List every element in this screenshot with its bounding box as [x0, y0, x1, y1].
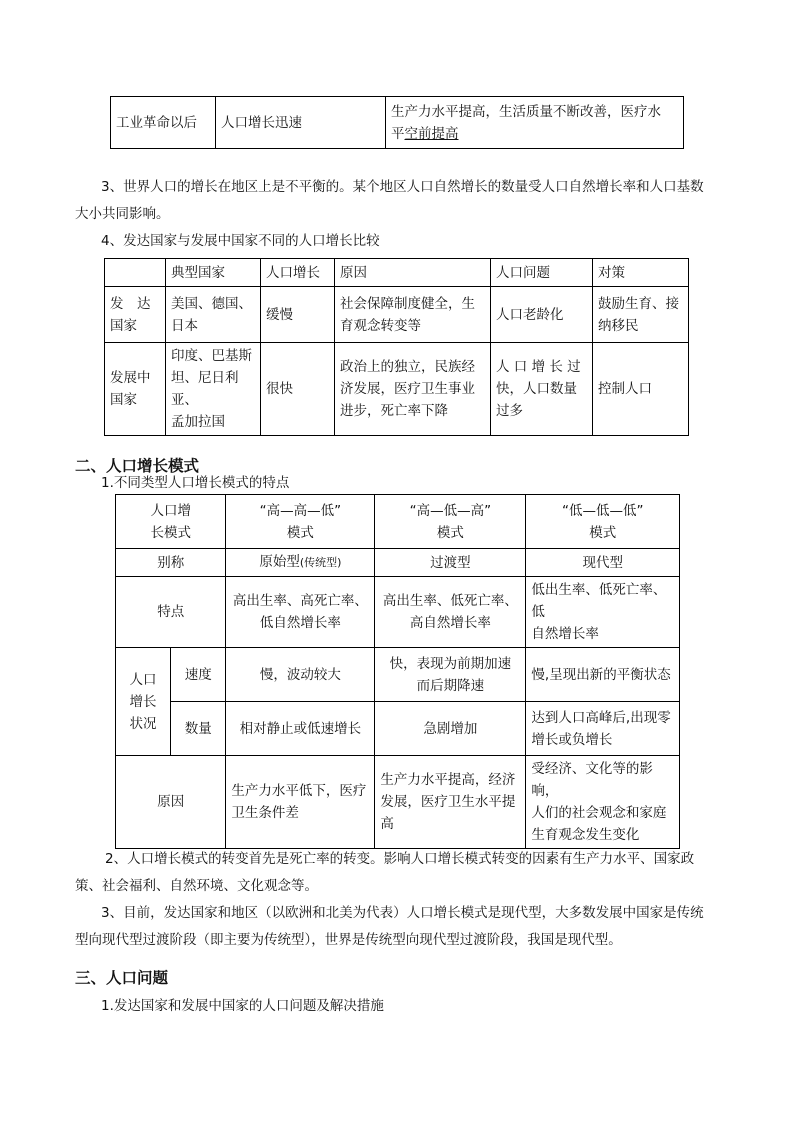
table0-reason — [386, 97, 684, 149]
t2-h-model: 人口增 长模式 — [116, 495, 226, 549]
t2-cause-1: 生产力水平低下，医疗 卫生条件差 — [226, 756, 375, 849]
t2-qty-3: 达到人口高峰后,出现零 增长或负增长 — [526, 702, 680, 756]
t2-qty-label: 数量 — [171, 702, 226, 756]
t1-r2c1: 印度、巴基斯 坦、尼日利亚、 孟加拉国 — [166, 343, 261, 436]
table0-growth: 人口增长迅速 — [216, 97, 386, 149]
t2-qty-2: 急剧增加 — [375, 702, 526, 756]
t1-r2c4: 人 口 增 长 过 快，人口数量 过多 — [491, 343, 593, 436]
t2-speed-3: 慢,呈现出新的平衡状态 — [526, 648, 680, 702]
t2-status-label: 人口 增长 状况 — [116, 648, 171, 756]
t2-alias-label: 别称 — [116, 549, 226, 577]
t1-r2c3: 政治上的独立，民族经 济发展，医疗卫生事业 进步，死亡率下降 — [335, 343, 491, 436]
t1-r2c2: 很快 — [261, 343, 335, 436]
t1-r1c4: 人口老龄化 — [491, 287, 593, 343]
t2-h-col3: “低—低—低” 模式 — [526, 495, 680, 549]
t2-h-col1: “高—高—低” 模式 — [226, 495, 375, 549]
country-comparison-table — [104, 258, 689, 436]
t2-feat-2: 高出生率、低死亡率、 高自然增长率 — [375, 577, 526, 648]
table0-period: 工业革命以后 — [111, 97, 216, 149]
t1-r1c5: 鼓励生育、接 纳移民 — [593, 287, 689, 343]
t2-speed-1: 慢，波动较大 — [226, 648, 375, 702]
section-3-title: 三、人口问题 — [75, 969, 169, 987]
t2-feat-label: 特点 — [116, 577, 226, 648]
section-2-subtitle: 1.不同类型人口增长模式的特点 — [101, 475, 290, 491]
t2-cause-3: 受经济、文化等的影响， 人们的社会观念和家庭 生育观念发生变化 — [526, 756, 680, 849]
section-3-subtitle: 1.发达国家和发展中国家的人口问题及解决措施 — [101, 998, 384, 1014]
t1-h5: 对策 — [593, 259, 689, 287]
industrial-revolution-table — [110, 96, 684, 149]
t1-r2c0: 发展中 国家 — [105, 343, 166, 436]
growth-model-table — [115, 494, 680, 849]
t1-r1c1: 美国、德国、 日本 — [166, 287, 261, 343]
paragraph-3-line1: 3、世界人口的增长在地区上是不平衡的。某个地区人口自然增长的数量受人口自然增长率和人口基数 — [101, 179, 704, 195]
t1-h1: 典型国家 — [166, 259, 261, 287]
t1-r1c0: 发 达 国家 — [105, 287, 166, 343]
t2-speed-label: 速度 — [171, 648, 226, 702]
t1-r2c5: 控制人口 — [593, 343, 689, 436]
t2-cause-label: 原因 — [116, 756, 226, 849]
section-2-para-3-line1: 3、目前，发达国家和地区（以欧洲和北美为代表）人口增长模式是现代型，大多数发展中国家是传统 — [101, 905, 704, 921]
t1-h0 — [105, 259, 166, 287]
t2-h-col2: “高—低—高” 模式 — [375, 495, 526, 549]
t2-feat-1: 高出生率、高死亡率、 低自然增长率 — [226, 577, 375, 648]
t1-h2: 人口增长 — [261, 259, 335, 287]
t2-alias-2: 过渡型 — [375, 549, 526, 577]
t1-r1c2: 缓慢 — [261, 287, 335, 343]
t2-cause-2: 生产力水平提高，经济 发展，医疗卫生水平提 高 — [375, 756, 526, 849]
t1-h3: 原因 — [335, 259, 491, 287]
t2-speed-2: 快，表现为前期加速 而后期降速 — [375, 648, 526, 702]
t2-alias-1: 原始型(传统型) — [226, 549, 375, 577]
t2-feat-3: 低出生率、低死亡率、低 自然增长率 — [526, 577, 680, 648]
t2-alias-3: 现代型 — [526, 549, 680, 577]
section-2-para-2-line2: 策、社会福利、自然环境、文化观念等。 — [75, 878, 318, 894]
section-2-para-2-line1: 2、人口增长模式的转变首先是死亡率的转变。影响人口增长模式转变的因素有生产力水平、国家政 — [105, 851, 695, 867]
section-2-title: 二、人口增长模式 — [75, 457, 200, 475]
paragraph-3-line2: 大小共同影响。 — [75, 206, 170, 222]
t1-r1c3: 社会保障制度健全，生 育观念转变等 — [335, 287, 491, 343]
table0-reason-line1: 生产力水平提高，生活质量不断改善，医疗水 — [391, 103, 661, 120]
t2-qty-1: 相对静止或低速增长 — [226, 702, 375, 756]
t1-h4: 人口问题 — [491, 259, 593, 287]
table0-reason-line2: 平空前提高 — [391, 125, 459, 142]
section-2-para-3-line2: 型向现代型过渡阶段（即主要为传统型），世界是传统型向现代型过渡阶段，我国是现代型。 — [75, 932, 622, 948]
paragraph-4: 4、发达国家与发展中国家不同的人口增长比较 — [101, 233, 380, 249]
